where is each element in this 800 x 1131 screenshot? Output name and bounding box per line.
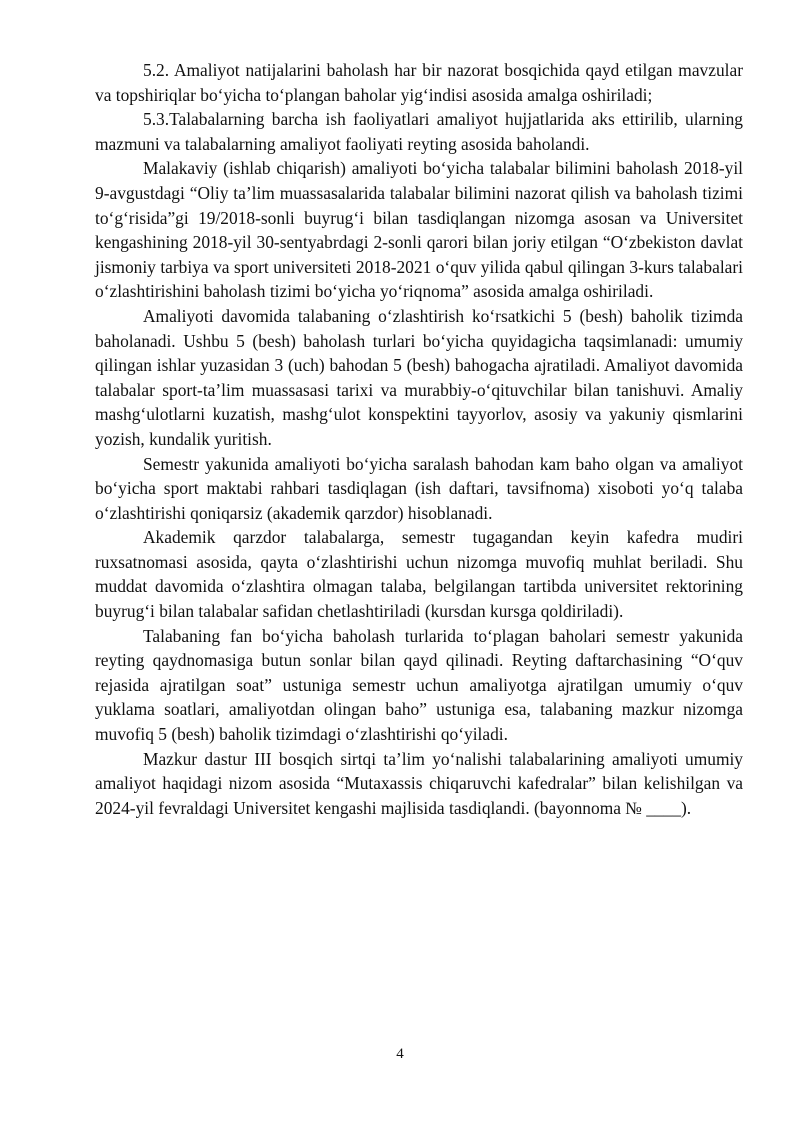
paragraph-semester-end: Semestr yakunida amaliyoti bo‘yicha saralash bahodan kam baho olgan va amaliyot bo‘yicha sport maktabi rahbari tasdiqlagan (ish daftari, tavsifnoma) xisoboti yo‘q talaba o‘zlashtirishi qoniqarsiz (akademik qarzdor) hisoblanadi. (95, 453, 743, 523)
paragraph-5-2: 5.2. Amaliyot natijalarini baholash har bir nazorat bosqichida qayd etilgan mavzular va topshiriqlar bo‘yicha to‘plangan baholar yig‘indisi asosida amalga oshiriladi; (95, 60, 743, 105)
paragraph-program-approval: Mazkur dastur III bosqich sirtqi ta’lim yo‘nalishi talabalarining amaliyoti umumiy amaliyot haqidagi nizom asosida “Mutaxassis chiqaruvchi kafedralar” bilan kelishilgan va 2024-yil fevraldagi Universitet kengashi majlisida tasdiqlandi. (bayonnoma № ____). (95, 748, 743, 818)
page-number: 4 (396, 1046, 404, 1062)
paragraph-grading-system: Amaliyoti davomida talabaning o‘zlashtirish ko‘rsatkichi 5 (besh) baholik tizimda baholanadi. Ushbu 5 (besh) baholash turlari bo‘yicha quyidagicha taqsimlanadi: umumiy qilingan ishlar yuzasidan 3 (uch) bahodan 5 (besh) bahogacha ajratiladi. Amaliyot davomida talabalar sport-ta’lim muassasasi tarixi va murabbiy-o‘qituvchilar bilan tanishuvi. Amaliy mashg‘ulotlarni kuzatish, mashg‘ulot konspektini tayyorlov, asosiy va yakuniy qismlarini yozish, kundalik yuritish. (95, 305, 743, 449)
paragraph-rating-record: Talabaning fan bo‘yicha baholash turlarida to‘plagan baholari semestr yakunida reyting qaydnomasiga butun sonlar bilan qayd qilinadi. Reyting daftarchasining “O‘quv rejasida ajratilgan soat” ustuniga semestr uchun amaliyotga ajratilgan umumiy o‘quv yuklama soatlari, amaliyotdan olingan baho” ustuniga esa, talabaning mazkur nizomga muvofiq 5 (besh) baholik tizimdagi o‘zlashtirishi qo‘yiladi. (95, 625, 743, 745)
paragraph-assessment-basis: Malakaviy (ishlab chiqarish) amaliyoti bo‘yicha talabalar bilimini baholash 2018-yil 9-avgustdagi “Oliy ta’lim muassasalarida talabalar bilimini nazorat qilish va baholash tizimi to‘g‘risida”gi 19/2018-sonli buyrug‘i bilan tasdiqlangan nizomga asosan va Universitet kengashining 2018-yil 30-sentyabrdagi 2-sonli qarori bilan joriy etilgan “O‘zbekiston davlat jismoniy tarbiya va sport universiteti 2018-2021 o‘quv yilida qabul qilingan 3-kurs talabalari o‘zlashtirishini baholash tizimi bo‘yicha yo‘riqnoma” asosida amalga oshiriladi. (95, 158, 743, 302)
paragraph-academic-debt: Akademik qarzdor talabalarga, semestr tugagandan keyin kafedra mudiri ruxsatnomasi asosida, qayta o‘zlashtirishi uchun nizomga muvofiq muhlat beriladi. Shu muddat davomida o‘zlashtira olmagan talaba, belgilangan tartibda universitet rektorining buyrug‘i bilan talabalar safidan chetlashtiriladi (kursdan kursga qoldiriladi). (95, 527, 743, 622)
paragraph-5-3: 5.3.Talabalarning barcha ish faoliyatlari amaliyot hujjatlarida aks ettirilib, ularning mazmuni va talabalarning amaliyot faoliyati reyting asosida baholandi. (95, 109, 743, 154)
document-body (95, 58, 743, 820)
